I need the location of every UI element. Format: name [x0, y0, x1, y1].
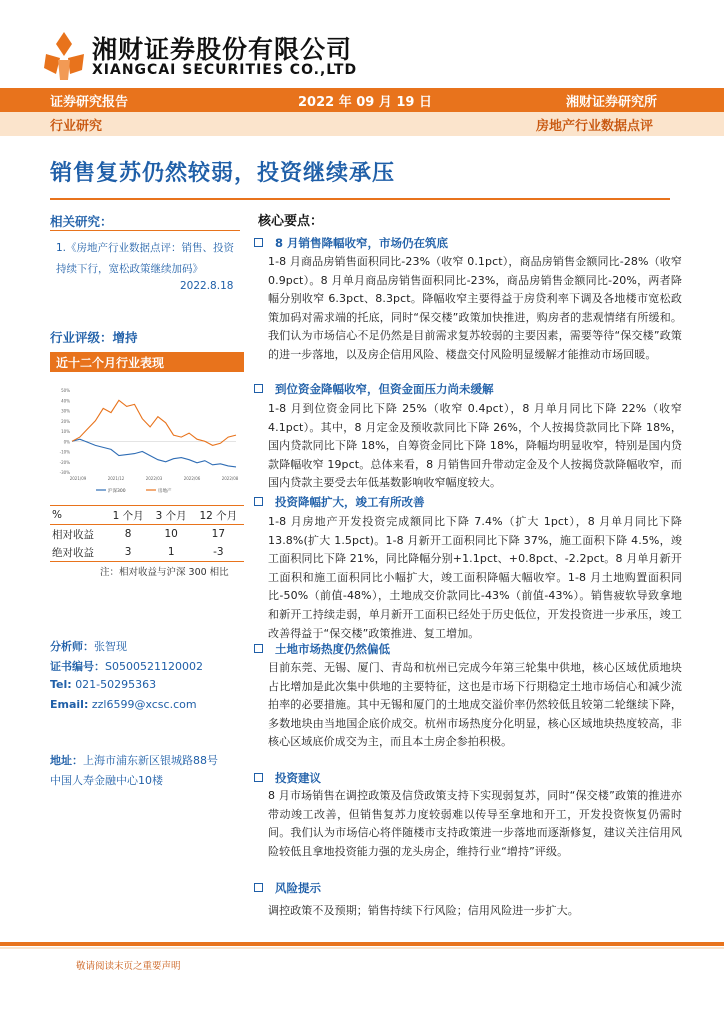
x-tick-label: 2021/09: [69, 476, 87, 481]
company-name-cn: 湘财证券股份有限公司: [92, 35, 353, 64]
y-tick-label: 10%: [61, 429, 70, 434]
section-body: 8 月市场销售在调控政策及信贷政策支持下实现弱复苏，同时“保交楼”政策的推进亦带动竣工改善，但销售复苏力度较弱难以传导至拿地和开工，开发投资恢复仍需时间。我们认为市场信心将伴随楼市支持政策进一步落地而逐渐修复，建议关注信用风险较低且拿地投资能力强的龙头房企，维持行业“增持”评级。: [268, 789, 682, 858]
table-cell: 10: [164, 528, 178, 540]
address-text: 上海市浦东新区银城路88号: [83, 754, 218, 767]
company-name-en: XIANGCAI SECURITIES CO.,LTD: [92, 62, 358, 78]
company-logo-icon: [42, 30, 86, 82]
y-tick-label: 0%: [63, 439, 70, 445]
section-body: 调控政策不及预期；销售持续下行风险；信用风险进一步扩大。: [268, 904, 579, 917]
square-bullet-icon: [254, 238, 263, 247]
section-body: 目前东莞、无锡、厦门、青岛和杭州已完成今年第三轮集中供地，核心区域优质地块占比增加是此次集中供地的主要特征，这也是市场下行期稳定土地市场信心和减少流拍率的必要措施。其中无锡和厦门的土地成交溢价率仍然较低且较第二轮继续下降，多数地块由当地国企底价成交。杭州市场热度分化明显，核心区域地块热度较高，非核心区域底价成交为主，而且本土房企参拍积极。: [268, 661, 682, 749]
related-divider: [50, 230, 240, 231]
cert-number: S0500521120002: [105, 660, 203, 673]
series-line: [72, 439, 236, 467]
table-header-cell: 12 个月: [193, 506, 244, 525]
y-tick-label: 30%: [61, 408, 70, 414]
cert-line: [50, 658, 203, 674]
performance-heading: [50, 352, 244, 372]
table-row: [50, 543, 244, 562]
analyst-label: 分析师：: [50, 640, 94, 653]
legend-label: 房地产: [158, 489, 172, 494]
square-bullet-icon: [254, 497, 263, 506]
performance-title: 近十二个月行业表现: [56, 356, 165, 370]
x-tick-label: 2022/08: [221, 476, 239, 481]
performance-chart: [56, 384, 240, 500]
square-bullet-icon: [254, 773, 263, 782]
table-cell: 3: [107, 543, 150, 562]
square-bullet-icon: [254, 644, 263, 653]
table-header-cell: 1 个月: [107, 506, 150, 525]
analyst-line: [50, 638, 127, 654]
section-heading: 投资降幅扩大，竣工有所改善: [254, 494, 425, 510]
table-cell: 8: [124, 528, 132, 540]
section-heading: 风险提示: [254, 880, 321, 896]
legend-label: 沪深300: [108, 489, 126, 494]
y-tick-label: 50%: [61, 388, 70, 393]
y-tick-label: -10%: [59, 449, 70, 455]
address-line-2: [50, 772, 163, 788]
header-band: [0, 88, 724, 112]
y-tick-label: 20%: [61, 418, 70, 424]
table-note: 注：相对收益与沪深 300 相比: [100, 567, 229, 578]
institute-name: 湘财证券研究所: [566, 95, 658, 110]
square-bullet-icon: [254, 384, 263, 393]
section-heading: 土地市场热度仍然偏低: [254, 641, 390, 657]
core-points-heading: 核心要点：: [258, 214, 324, 229]
section-body: 1-8 月房地产开发投资完成额同比下降 7.4%（扩大 1pct），8 月单月同比下降 13.8%(扩大 1.5pct)。1-8 月新开工面积同比下降 37%，施工面积下降 4.5%，竣工面积同比下降 21%，同比降幅分别+1.1pct、+0.8pct、-2.2pct。8 月单月新开工面积和施工面积同比小幅扩大，竣工面积降幅大幅收窄。1-8 月土地购置面积同比-50%（前值-48%），土地成交价款同比-43%（前值-43%）。销售疲软导致拿地和新开工持续走弱，单月新开工面积已经处于历史低位，开发投资进一步承压，竣工改善得益于“保交楼”政策推进、复工增加。: [268, 515, 682, 640]
report-category: 行业研究: [50, 119, 103, 134]
section-body: 1-8 月商品房销售面积同比-23%（收窄 0.1pct），商品房销售金额同比-28%（收窄 0.9pct）。8 月单月商品房销售面积同比-23%，商品房销售金额同比-20%，两者降幅分别收窄 6.3pct、8.3pct。降幅收窄主要得益于房贷利率下调及各地楼市宽松政策加码对需求端的托底，同时“保交楼”政策加快推进，购房者的悲观情绪有所缓和。我们认为市场信心不足仍然是目前需求复苏较弱的主要因素，需要等待“保交楼”政策的进一步落地，以及房企信用风险、楼盘交付风险明显缓解才能推动市场回暖。: [268, 255, 682, 361]
tel-label: Tel:: [50, 678, 72, 691]
email-line: [50, 698, 197, 711]
cert-label: 证书编号：: [50, 660, 105, 673]
y-tick-label: -20%: [59, 459, 70, 465]
y-tick-label: -30%: [59, 470, 70, 475]
table-header-row: [50, 506, 244, 525]
address-label: 地址：: [50, 754, 83, 767]
report-type: 证券研究报告: [50, 95, 129, 110]
table-row: [50, 525, 244, 544]
title-divider: [50, 198, 670, 200]
report-series: 房地产行业数据点评: [536, 119, 654, 134]
table-cell: 1: [150, 543, 193, 562]
subheader-band: [0, 112, 724, 136]
page-title: 销售复苏仍然较弱，投资继续承压: [50, 161, 396, 186]
address-line: [50, 752, 218, 768]
report-date: 2022 年 09 月 19 日: [298, 95, 432, 110]
performance-table: [50, 505, 244, 562]
disclaimer-link[interactable]: 敬请阅读末页之重要声明: [76, 961, 181, 972]
section-body: 1-8 月到位资金同比下降 25%（收窄 0.4pct），8 月单月同比下降 22%（收窄 4.1pct）。其中，8 月定金及预收款同比下降 26%，个人按揭贷款同比下降 18%，国内贷款同比下降 18%，自筹资金同比下降 18%，降幅均明显收窄，特别是国内贷款降幅收窄 19pct。总体来看，8 月销售回升带动定金及个人按揭贷款降幅收窄，而国内贷款主要受去年低基数影响收窄幅度较大。: [268, 402, 682, 490]
section-heading: 8 月销售降幅收窄，市场仍在筑底: [254, 235, 448, 251]
x-tick-label: 2021/12: [107, 476, 125, 481]
table-cell: 17: [211, 528, 226, 540]
address-text-2: 中国人寿金融中心10楼: [50, 774, 163, 787]
tel-line: [50, 678, 156, 691]
email-label: Email:: [50, 698, 89, 711]
series-line: [72, 400, 236, 445]
footer-divider-light: [0, 947, 724, 949]
footer-divider: [0, 942, 724, 946]
y-tick-label: 40%: [61, 398, 70, 404]
section-heading: 到位资金降幅收窄，但资金面压力尚未缓解: [254, 381, 494, 397]
related-research-heading: 相关研究：: [50, 214, 113, 229]
related-research-date: 2022.8.18: [180, 280, 234, 292]
table-header-cell: 3 个月: [150, 506, 193, 525]
email-address[interactable]: zzl6599@xcsc.com: [91, 698, 197, 711]
tel-number: 021-50295363: [75, 678, 157, 691]
related-research-link[interactable]: 1.《房地产行业数据点评：销售、投资持续下行，宽松政策继续加码》: [56, 242, 235, 275]
x-tick-label: 2022/06: [183, 476, 201, 481]
industry-rating: 行业评级：增持: [50, 330, 138, 345]
row-label: 绝对收益: [50, 543, 107, 562]
section-heading: 投资建议: [254, 770, 321, 786]
table-cell: -3: [193, 543, 244, 562]
row-label: 相对收益: [52, 528, 94, 541]
analyst-name: 张智现: [94, 640, 127, 653]
square-bullet-icon: [254, 883, 263, 892]
table-header-cell: %: [50, 506, 107, 525]
x-tick-label: 2022/03: [145, 476, 163, 481]
